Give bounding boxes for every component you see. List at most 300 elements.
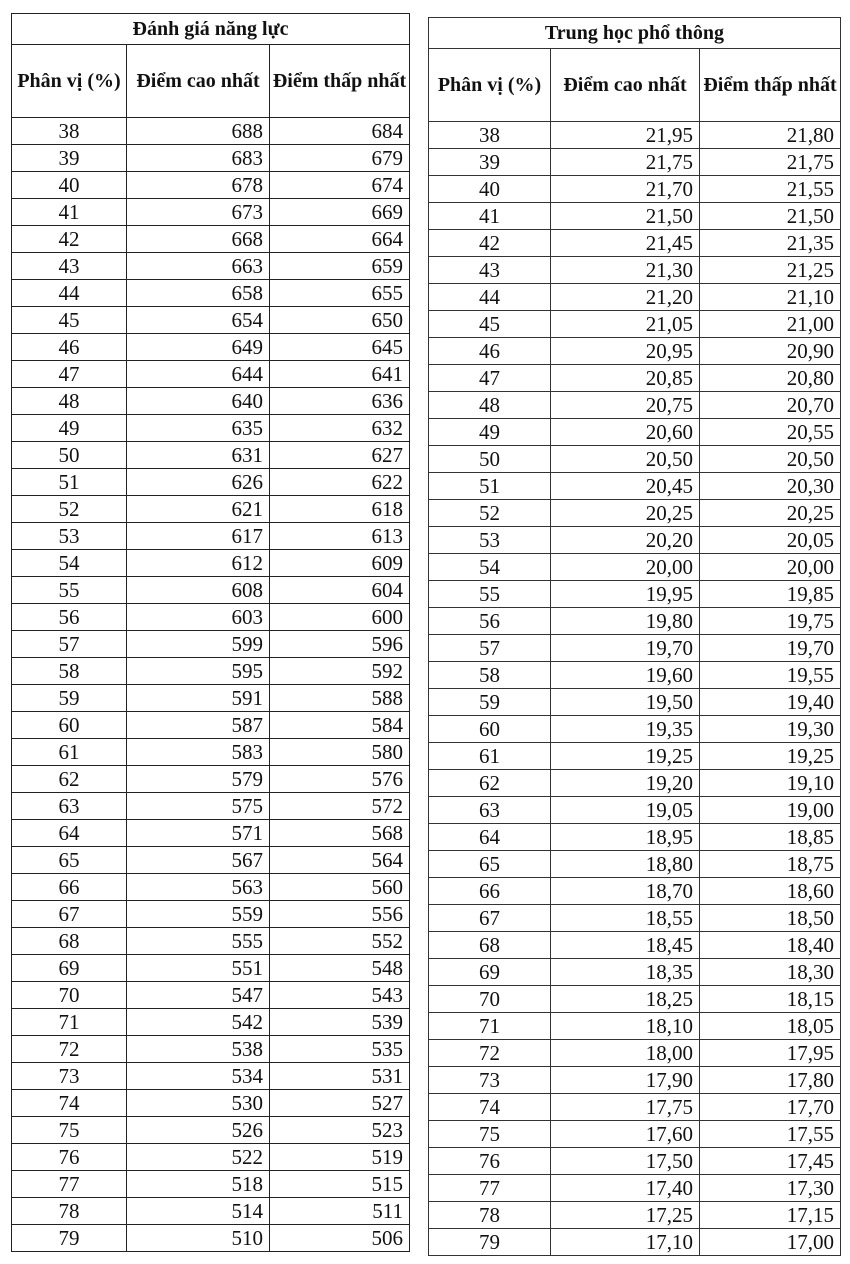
- cell-diem-cao-nhat: 21,50: [551, 203, 700, 230]
- table-row: [12, 199, 410, 226]
- cell-diem-thap-nhat: 622: [270, 469, 410, 496]
- table-row: [429, 419, 841, 446]
- cell-diem-thap-nhat: 20,30: [700, 473, 841, 500]
- cell-diem-cao-nhat: 20,50: [551, 446, 700, 473]
- cell-phan-vi: 49: [12, 415, 127, 442]
- table-row: [12, 1171, 410, 1198]
- table-row: [429, 662, 841, 689]
- cell-diem-cao-nhat: 18,55: [551, 905, 700, 932]
- cell-diem-cao-nhat: 510: [127, 1225, 270, 1252]
- cell-diem-cao-nhat: 17,60: [551, 1121, 700, 1148]
- cell-diem-thap-nhat: 19,70: [700, 635, 841, 662]
- cell-phan-vi: 43: [12, 253, 127, 280]
- cell-diem-cao-nhat: 678: [127, 172, 270, 199]
- table-row: [429, 338, 841, 365]
- cell-phan-vi: 45: [12, 307, 127, 334]
- cell-phan-vi: 59: [12, 685, 127, 712]
- cell-phan-vi: 62: [12, 766, 127, 793]
- cell-diem-thap-nhat: 584: [270, 712, 410, 739]
- cell-phan-vi: 73: [429, 1067, 551, 1094]
- cell-diem-cao-nhat: 17,10: [551, 1229, 700, 1256]
- column-header-phan-vi: Phân vị (%): [429, 49, 551, 122]
- cell-diem-thap-nhat: 18,75: [700, 851, 841, 878]
- cell-diem-thap-nhat: 560: [270, 874, 410, 901]
- cell-phan-vi: 54: [429, 554, 551, 581]
- table-row: [12, 712, 410, 739]
- table-row: [429, 230, 841, 257]
- cell-diem-cao-nhat: 530: [127, 1090, 270, 1117]
- cell-phan-vi: 70: [429, 986, 551, 1013]
- cell-phan-vi: 45: [429, 311, 551, 338]
- cell-diem-thap-nhat: 18,15: [700, 986, 841, 1013]
- cell-diem-cao-nhat: 514: [127, 1198, 270, 1225]
- cell-diem-thap-nhat: 511: [270, 1198, 410, 1225]
- cell-diem-thap-nhat: 613: [270, 523, 410, 550]
- cell-diem-cao-nhat: 18,00: [551, 1040, 700, 1067]
- table-row: [429, 203, 841, 230]
- cell-diem-cao-nhat: 21,95: [551, 122, 700, 149]
- table-row: [429, 797, 841, 824]
- cell-diem-thap-nhat: 21,50: [700, 203, 841, 230]
- cell-diem-cao-nhat: 21,30: [551, 257, 700, 284]
- cell-diem-thap-nhat: 669: [270, 199, 410, 226]
- table-row: [12, 928, 410, 955]
- table-row: [12, 550, 410, 577]
- cell-diem-cao-nhat: 20,85: [551, 365, 700, 392]
- cell-diem-cao-nhat: 663: [127, 253, 270, 280]
- cell-diem-cao-nhat: 17,90: [551, 1067, 700, 1094]
- cell-diem-thap-nhat: 20,90: [700, 338, 841, 365]
- table-row: [429, 851, 841, 878]
- cell-diem-cao-nhat: 18,45: [551, 932, 700, 959]
- cell-diem-cao-nhat: 18,35: [551, 959, 700, 986]
- cell-diem-cao-nhat: 668: [127, 226, 270, 253]
- cell-diem-cao-nhat: 563: [127, 874, 270, 901]
- table-row: [429, 959, 841, 986]
- table-row: [12, 388, 410, 415]
- table-row: [429, 770, 841, 797]
- cell-diem-thap-nhat: 17,70: [700, 1094, 841, 1121]
- cell-phan-vi: 77: [12, 1171, 127, 1198]
- cell-phan-vi: 60: [12, 712, 127, 739]
- cell-phan-vi: 70: [12, 982, 127, 1009]
- cell-diem-cao-nhat: 19,25: [551, 743, 700, 770]
- cell-diem-cao-nhat: 19,50: [551, 689, 700, 716]
- cell-phan-vi: 76: [12, 1144, 127, 1171]
- table-row: [429, 878, 841, 905]
- table-row: [12, 847, 410, 874]
- cell-phan-vi: 54: [12, 550, 127, 577]
- cell-diem-thap-nhat: 632: [270, 415, 410, 442]
- cell-diem-thap-nhat: 21,75: [700, 149, 841, 176]
- cell-diem-cao-nhat: 591: [127, 685, 270, 712]
- cell-phan-vi: 62: [429, 770, 551, 797]
- cell-phan-vi: 78: [12, 1198, 127, 1225]
- cell-diem-cao-nhat: 673: [127, 199, 270, 226]
- cell-diem-thap-nhat: 19,00: [700, 797, 841, 824]
- table-row: [429, 1040, 841, 1067]
- cell-diem-thap-nhat: 17,95: [700, 1040, 841, 1067]
- cell-phan-vi: 39: [12, 145, 127, 172]
- cell-diem-thap-nhat: 21,00: [700, 311, 841, 338]
- table-row: [429, 527, 841, 554]
- cell-phan-vi: 71: [12, 1009, 127, 1036]
- cell-diem-thap-nhat: 21,35: [700, 230, 841, 257]
- cell-phan-vi: 73: [12, 1063, 127, 1090]
- cell-diem-thap-nhat: 19,75: [700, 608, 841, 635]
- cell-phan-vi: 64: [429, 824, 551, 851]
- cell-diem-cao-nhat: 575: [127, 793, 270, 820]
- column-header-phan-vi: Phân vị (%): [12, 45, 127, 118]
- cell-diem-thap-nhat: 679: [270, 145, 410, 172]
- cell-diem-thap-nhat: 17,15: [700, 1202, 841, 1229]
- cell-phan-vi: 53: [12, 523, 127, 550]
- cell-diem-cao-nhat: 20,00: [551, 554, 700, 581]
- cell-diem-thap-nhat: 523: [270, 1117, 410, 1144]
- table-row: [429, 122, 841, 149]
- cell-diem-thap-nhat: 659: [270, 253, 410, 280]
- cell-phan-vi: 69: [429, 959, 551, 986]
- cell-diem-thap-nhat: 18,60: [700, 878, 841, 905]
- table-row: [429, 1121, 841, 1148]
- cell-phan-vi: 71: [429, 1013, 551, 1040]
- table-row: [429, 311, 841, 338]
- cell-diem-cao-nhat: 688: [127, 118, 270, 145]
- table-row: [12, 145, 410, 172]
- table-row: [12, 901, 410, 928]
- cell-diem-cao-nhat: 18,10: [551, 1013, 700, 1040]
- cell-diem-cao-nhat: 20,95: [551, 338, 700, 365]
- cell-phan-vi: 59: [429, 689, 551, 716]
- table-row: [12, 820, 410, 847]
- cell-diem-cao-nhat: 17,75: [551, 1094, 700, 1121]
- table-row: [429, 257, 841, 284]
- table-row: [12, 496, 410, 523]
- cell-diem-thap-nhat: 20,25: [700, 500, 841, 527]
- cell-diem-cao-nhat: 20,75: [551, 392, 700, 419]
- column-header-diem-thap-nhat: Điểm thấp nhất: [700, 49, 841, 122]
- cell-phan-vi: 38: [12, 118, 127, 145]
- cell-diem-thap-nhat: 552: [270, 928, 410, 955]
- table-row: [429, 149, 841, 176]
- table-row: [12, 739, 410, 766]
- table-row: [12, 1090, 410, 1117]
- cell-diem-cao-nhat: 547: [127, 982, 270, 1009]
- cell-phan-vi: 61: [429, 743, 551, 770]
- cell-phan-vi: 67: [12, 901, 127, 928]
- cell-phan-vi: 76: [429, 1148, 551, 1175]
- cell-diem-thap-nhat: 20,80: [700, 365, 841, 392]
- cell-diem-thap-nhat: 674: [270, 172, 410, 199]
- cell-diem-thap-nhat: 641: [270, 361, 410, 388]
- table-danh-gia-nang-luc: [11, 13, 410, 1252]
- cell-phan-vi: 78: [429, 1202, 551, 1229]
- table-row: [429, 635, 841, 662]
- cell-diem-cao-nhat: 18,80: [551, 851, 700, 878]
- cell-diem-thap-nhat: 18,05: [700, 1013, 841, 1040]
- cell-diem-cao-nhat: 20,60: [551, 419, 700, 446]
- cell-diem-thap-nhat: 650: [270, 307, 410, 334]
- cell-diem-thap-nhat: 592: [270, 658, 410, 685]
- table-row: [12, 1198, 410, 1225]
- cell-diem-cao-nhat: 579: [127, 766, 270, 793]
- cell-phan-vi: 68: [12, 928, 127, 955]
- cell-phan-vi: 65: [429, 851, 551, 878]
- cell-diem-thap-nhat: 527: [270, 1090, 410, 1117]
- table-row: [12, 631, 410, 658]
- cell-diem-thap-nhat: 17,45: [700, 1148, 841, 1175]
- cell-diem-cao-nhat: 21,05: [551, 311, 700, 338]
- table-row: [12, 280, 410, 307]
- cell-diem-thap-nhat: 576: [270, 766, 410, 793]
- table-row: [429, 473, 841, 500]
- cell-phan-vi: 48: [12, 388, 127, 415]
- cell-diem-thap-nhat: 18,40: [700, 932, 841, 959]
- table-row: [429, 1067, 841, 1094]
- table-row: [12, 469, 410, 496]
- cell-diem-thap-nhat: 531: [270, 1063, 410, 1090]
- cell-phan-vi: 55: [429, 581, 551, 608]
- table-row: [12, 1225, 410, 1252]
- cell-phan-vi: 53: [429, 527, 551, 554]
- cell-diem-thap-nhat: 17,80: [700, 1067, 841, 1094]
- cell-diem-cao-nhat: 640: [127, 388, 270, 415]
- cell-diem-cao-nhat: 21,20: [551, 284, 700, 311]
- cell-phan-vi: 74: [429, 1094, 551, 1121]
- table-row: [12, 1036, 410, 1063]
- cell-diem-cao-nhat: 21,75: [551, 149, 700, 176]
- table-row: [429, 743, 841, 770]
- cell-diem-thap-nhat: 18,50: [700, 905, 841, 932]
- cell-diem-cao-nhat: 17,25: [551, 1202, 700, 1229]
- cell-phan-vi: 61: [12, 739, 127, 766]
- cell-diem-thap-nhat: 684: [270, 118, 410, 145]
- cell-diem-thap-nhat: 19,40: [700, 689, 841, 716]
- table-row: [429, 1094, 841, 1121]
- table-row: [12, 685, 410, 712]
- cell-diem-thap-nhat: 20,50: [700, 446, 841, 473]
- column-header-diem-thap-nhat: Điểm thấp nhất: [270, 45, 410, 118]
- cell-diem-thap-nhat: 17,00: [700, 1229, 841, 1256]
- cell-phan-vi: 75: [429, 1121, 551, 1148]
- cell-phan-vi: 46: [429, 338, 551, 365]
- cell-phan-vi: 74: [12, 1090, 127, 1117]
- cell-phan-vi: 79: [12, 1225, 127, 1252]
- cell-diem-thap-nhat: 17,55: [700, 1121, 841, 1148]
- cell-diem-thap-nhat: 20,05: [700, 527, 841, 554]
- cell-diem-thap-nhat: 21,25: [700, 257, 841, 284]
- cell-diem-cao-nhat: 522: [127, 1144, 270, 1171]
- cell-diem-thap-nhat: 564: [270, 847, 410, 874]
- cell-diem-cao-nhat: 551: [127, 955, 270, 982]
- table-row: [12, 442, 410, 469]
- cell-phan-vi: 67: [429, 905, 551, 932]
- table-row: [429, 986, 841, 1013]
- cell-phan-vi: 50: [12, 442, 127, 469]
- table-row: [429, 689, 841, 716]
- cell-diem-cao-nhat: 18,95: [551, 824, 700, 851]
- table-trung-hoc-pho-thong: [428, 17, 841, 1256]
- cell-diem-cao-nhat: 683: [127, 145, 270, 172]
- cell-diem-thap-nhat: 664: [270, 226, 410, 253]
- cell-phan-vi: 79: [429, 1229, 551, 1256]
- cell-phan-vi: 58: [429, 662, 551, 689]
- cell-phan-vi: 56: [429, 608, 551, 635]
- cell-diem-thap-nhat: 556: [270, 901, 410, 928]
- cell-diem-cao-nhat: 612: [127, 550, 270, 577]
- cell-phan-vi: 52: [12, 496, 127, 523]
- cell-diem-cao-nhat: 18,25: [551, 986, 700, 1013]
- cell-diem-thap-nhat: 609: [270, 550, 410, 577]
- cell-diem-cao-nhat: 587: [127, 712, 270, 739]
- cell-diem-cao-nhat: 595: [127, 658, 270, 685]
- cell-diem-thap-nhat: 645: [270, 334, 410, 361]
- table-row: [12, 415, 410, 442]
- cell-diem-thap-nhat: 588: [270, 685, 410, 712]
- table-row: [429, 500, 841, 527]
- cell-diem-cao-nhat: 20,45: [551, 473, 700, 500]
- table-body: [429, 122, 841, 1256]
- cell-diem-thap-nhat: 618: [270, 496, 410, 523]
- cell-diem-cao-nhat: 18,70: [551, 878, 700, 905]
- table-row: [429, 1148, 841, 1175]
- cell-diem-cao-nhat: 603: [127, 604, 270, 631]
- cell-phan-vi: 43: [429, 257, 551, 284]
- table-row: [12, 172, 410, 199]
- cell-phan-vi: 77: [429, 1175, 551, 1202]
- cell-phan-vi: 41: [429, 203, 551, 230]
- cell-diem-cao-nhat: 19,70: [551, 635, 700, 662]
- cell-phan-vi: 51: [12, 469, 127, 496]
- cell-phan-vi: 42: [429, 230, 551, 257]
- cell-diem-cao-nhat: 538: [127, 1036, 270, 1063]
- cell-diem-cao-nhat: 20,25: [551, 500, 700, 527]
- table-row: [12, 1144, 410, 1171]
- cell-diem-thap-nhat: 568: [270, 820, 410, 847]
- cell-phan-vi: 50: [429, 446, 551, 473]
- cell-phan-vi: 57: [429, 635, 551, 662]
- cell-phan-vi: 38: [429, 122, 551, 149]
- cell-diem-thap-nhat: 19,25: [700, 743, 841, 770]
- cell-phan-vi: 69: [12, 955, 127, 982]
- cell-phan-vi: 58: [12, 658, 127, 685]
- table-row: [12, 793, 410, 820]
- cell-diem-cao-nhat: 542: [127, 1009, 270, 1036]
- cell-diem-cao-nhat: 19,20: [551, 770, 700, 797]
- cell-diem-cao-nhat: 621: [127, 496, 270, 523]
- cell-phan-vi: 42: [12, 226, 127, 253]
- cell-phan-vi: 39: [429, 149, 551, 176]
- cell-diem-thap-nhat: 515: [270, 1171, 410, 1198]
- table-row: [429, 365, 841, 392]
- cell-diem-thap-nhat: 519: [270, 1144, 410, 1171]
- table-row: [429, 284, 841, 311]
- table-row: [12, 766, 410, 793]
- column-header-diem-cao-nhat: Điểm cao nhất: [127, 45, 270, 118]
- table-row: [429, 176, 841, 203]
- table-title: Trung học phổ thông: [429, 18, 841, 49]
- cell-diem-cao-nhat: 617: [127, 523, 270, 550]
- cell-phan-vi: 41: [12, 199, 127, 226]
- table-row: [12, 253, 410, 280]
- cell-phan-vi: 63: [429, 797, 551, 824]
- cell-diem-cao-nhat: 635: [127, 415, 270, 442]
- table-row: [12, 658, 410, 685]
- cell-phan-vi: 66: [429, 878, 551, 905]
- cell-diem-cao-nhat: 583: [127, 739, 270, 766]
- cell-diem-thap-nhat: 20,70: [700, 392, 841, 419]
- cell-phan-vi: 56: [12, 604, 127, 631]
- cell-phan-vi: 72: [429, 1040, 551, 1067]
- cell-diem-thap-nhat: 580: [270, 739, 410, 766]
- cell-diem-thap-nhat: 636: [270, 388, 410, 415]
- cell-diem-cao-nhat: 534: [127, 1063, 270, 1090]
- cell-diem-cao-nhat: 559: [127, 901, 270, 928]
- cell-phan-vi: 51: [429, 473, 551, 500]
- cell-diem-cao-nhat: 19,05: [551, 797, 700, 824]
- cell-diem-thap-nhat: 600: [270, 604, 410, 631]
- cell-phan-vi: 40: [429, 176, 551, 203]
- table-row: [429, 446, 841, 473]
- cell-diem-cao-nhat: 19,80: [551, 608, 700, 635]
- table-row: [429, 608, 841, 635]
- cell-diem-thap-nhat: 506: [270, 1225, 410, 1252]
- cell-phan-vi: 47: [429, 365, 551, 392]
- cell-diem-thap-nhat: 535: [270, 1036, 410, 1063]
- table-row: [429, 905, 841, 932]
- cell-diem-cao-nhat: 21,45: [551, 230, 700, 257]
- cell-diem-thap-nhat: 604: [270, 577, 410, 604]
- cell-diem-cao-nhat: 518: [127, 1171, 270, 1198]
- table-row: [12, 982, 410, 1009]
- cell-phan-vi: 44: [12, 280, 127, 307]
- cell-diem-thap-nhat: 19,30: [700, 716, 841, 743]
- cell-diem-thap-nhat: 20,55: [700, 419, 841, 446]
- cell-diem-cao-nhat: 19,60: [551, 662, 700, 689]
- table-row: [429, 392, 841, 419]
- table-row: [12, 1063, 410, 1090]
- cell-phan-vi: 57: [12, 631, 127, 658]
- cell-diem-thap-nhat: 17,30: [700, 1175, 841, 1202]
- cell-diem-cao-nhat: 555: [127, 928, 270, 955]
- cell-diem-thap-nhat: 18,85: [700, 824, 841, 851]
- cell-diem-cao-nhat: 526: [127, 1117, 270, 1144]
- cell-diem-cao-nhat: 654: [127, 307, 270, 334]
- table-row: [429, 1229, 841, 1256]
- table-row: [429, 1175, 841, 1202]
- table-row: [429, 1202, 841, 1229]
- table-row: [12, 307, 410, 334]
- cell-phan-vi: 55: [12, 577, 127, 604]
- cell-phan-vi: 63: [12, 793, 127, 820]
- cell-phan-vi: 60: [429, 716, 551, 743]
- cell-diem-thap-nhat: 655: [270, 280, 410, 307]
- cell-phan-vi: 64: [12, 820, 127, 847]
- cell-diem-thap-nhat: 543: [270, 982, 410, 1009]
- cell-phan-vi: 49: [429, 419, 551, 446]
- table-row: [12, 361, 410, 388]
- table-row: [12, 334, 410, 361]
- cell-diem-cao-nhat: 608: [127, 577, 270, 604]
- cell-phan-vi: 72: [12, 1036, 127, 1063]
- table-row: [12, 1117, 410, 1144]
- table-row: [12, 874, 410, 901]
- table-body: [12, 118, 410, 1252]
- cell-phan-vi: 65: [12, 847, 127, 874]
- cell-diem-cao-nhat: 17,50: [551, 1148, 700, 1175]
- cell-phan-vi: 52: [429, 500, 551, 527]
- cell-diem-cao-nhat: 571: [127, 820, 270, 847]
